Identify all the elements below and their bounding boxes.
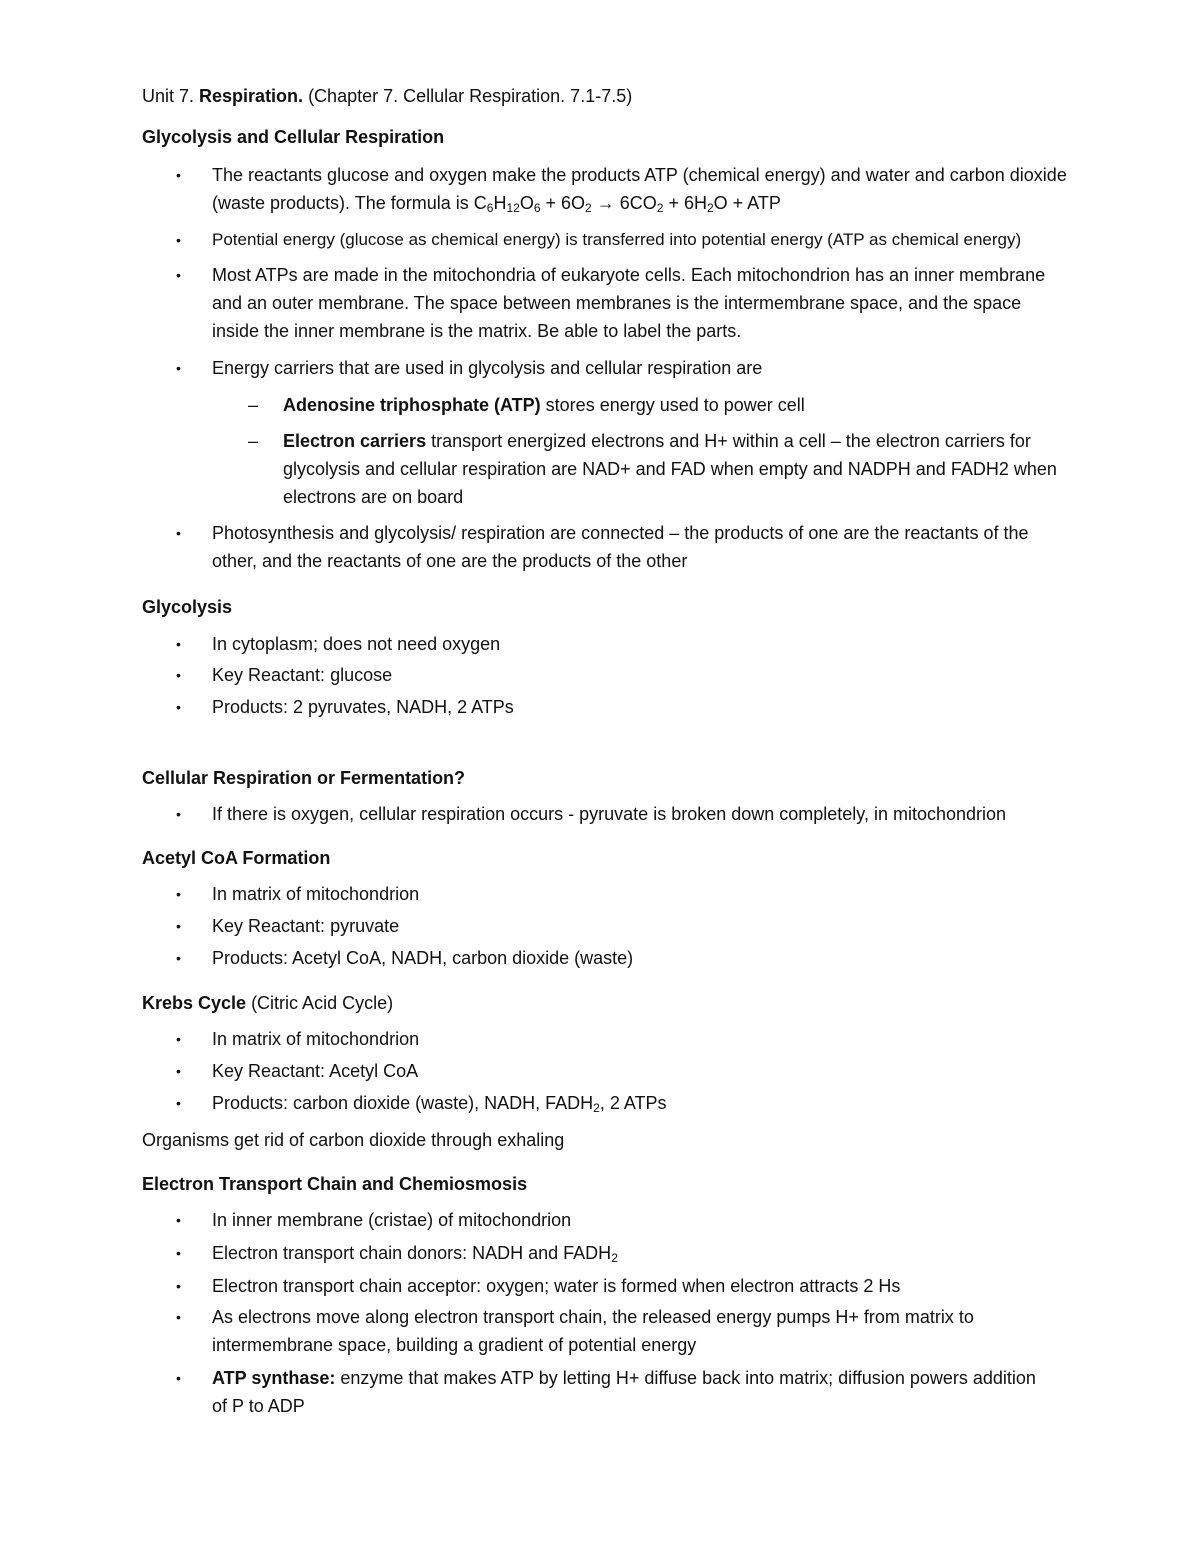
list-item: Electron transport chain acceptor: oxygen; water is formed when electron attracts 2 Hs — [212, 1276, 901, 1296]
bullet-icon: • — [176, 1095, 181, 1111]
bullet-icon: • — [176, 1370, 181, 1386]
list-item: In inner membrane (cristae) of mitochondrion — [212, 1210, 572, 1230]
list-item: Products: Acetyl CoA, NADH, carbon dioxide (waste) — [212, 948, 634, 968]
list-item: As electrons move along electron transport chain, the released energy pumps H+ from matrix to intermembrane space, building a gradient of potential energy — [212, 1307, 974, 1355]
list-item: Key Reactant: glucose — [212, 665, 393, 685]
sub-list-item: Adenosine triphosphate (ATP) stores energy used to power cell — [283, 395, 805, 415]
bullet-icon: • — [176, 1031, 181, 1047]
bullet-icon: • — [176, 1063, 181, 1079]
section-heading-acetyl-coa: Acetyl CoA Formation — [142, 848, 331, 868]
section-heading-electron-transport-chain: Electron Transport Chain and Chemiosmosis — [142, 1174, 528, 1194]
bullet-icon: • — [176, 1309, 181, 1325]
bullet-icon: • — [176, 886, 181, 902]
list-item: In matrix of mitochondrion — [212, 884, 420, 904]
list-item: Products: carbon dioxide (waste), NADH, $FADH_2$, 2 ATPs — [212, 1093, 667, 1115]
bullet-icon: • — [176, 806, 181, 822]
list-item: Key Reactant: Acetyl CoA — [212, 1061, 419, 1081]
bullet-icon: • — [176, 699, 181, 715]
list-item: Most ATPs are made in the mitochondria of eukaryote cells. Each mitochondrion has an inner membrane and an outer membrane. The space between membranes is the intermembrane space, and the space inside the inner membrane is the matrix. Be able to label the parts. — [212, 265, 1046, 341]
bullet-icon: • — [176, 667, 181, 683]
bullet-icon: • — [176, 918, 181, 934]
bullet-icon: • — [176, 636, 181, 652]
list-item: Potential energy (glucose as chemical energy) is transferred into potential energy (ATP as chemical energy) — [212, 230, 1022, 249]
bullet-icon: • — [176, 1278, 181, 1294]
bullet-icon: • — [176, 167, 181, 183]
bullet-icon: • — [176, 360, 181, 376]
list-item: Energy carriers that are used in glycolysis and cellular respiration are — [212, 358, 763, 378]
list-item: Products: 2 pyruvates, NADH, 2 ATPs — [212, 697, 514, 717]
list-item: Key Reactant: pyruvate — [212, 916, 400, 936]
section-heading-respiration-or-fermentation: Cellular Respiration or Fermentation? — [142, 768, 466, 788]
document-title: Unit 7. Respiration. (Chapter 7. Cellular Respiration. 7.1-7.5) — [142, 86, 633, 106]
list-item: Photosynthesis and glycolysis/ respiration are connected – the products of one are the reactants of the other, and the reactants of one are the products of the other — [212, 523, 1029, 571]
list-item: ATP synthase: enzyme that makes ATP by letting H+ diffuse back into matrix; diffusion powers addition of P to ADP — [212, 1368, 1036, 1416]
list-item: In cytoplasm; does not need oxygen — [212, 634, 501, 654]
bullet-icon: • — [176, 232, 181, 248]
list-item: If there is oxygen, cellular respiration occurs - pyruvate is broken down completely, in mitochondrion — [212, 804, 1007, 824]
list-item: In matrix of mitochondrion — [212, 1029, 420, 1049]
bullet-icon: • — [176, 1212, 181, 1228]
dash-icon: – — [248, 395, 259, 415]
section-heading-krebs-cycle: Krebs Cycle (Citric Acid Cycle) — [142, 993, 394, 1013]
section-heading-glycolysis: Glycolysis — [142, 597, 233, 617]
exhale-note: Organisms get rid of carbon dioxide through exhaling — [142, 1130, 565, 1150]
sub-list-item: Electron carriers transport energized electrons and H+ within a cell – the electron carriers for glycolysis and cellular respiration are NAD+ and FAD when empty and NADPH and FADH2 when electrons are on board — [283, 431, 1057, 507]
list-item: Electron transport chain donors: NADH and $FADH_2$ — [212, 1243, 618, 1265]
bullet-icon: • — [176, 950, 181, 966]
dash-icon: – — [248, 431, 259, 451]
section-heading-glycolysis-respiration: Glycolysis and Cellular Respiration — [142, 127, 445, 147]
list-item: The reactants glucose and oxygen make the products ATP (chemical energy) and water and carbon dioxide (waste products). The formula is $C_6H_{12}O_6 + 6O_2 \to 6CO_2 + 6H_2O$ + ATP — [212, 165, 1067, 215]
bullet-icon: • — [176, 1245, 181, 1261]
bullet-icon: • — [176, 267, 181, 283]
bullet-icon: • — [176, 525, 181, 541]
